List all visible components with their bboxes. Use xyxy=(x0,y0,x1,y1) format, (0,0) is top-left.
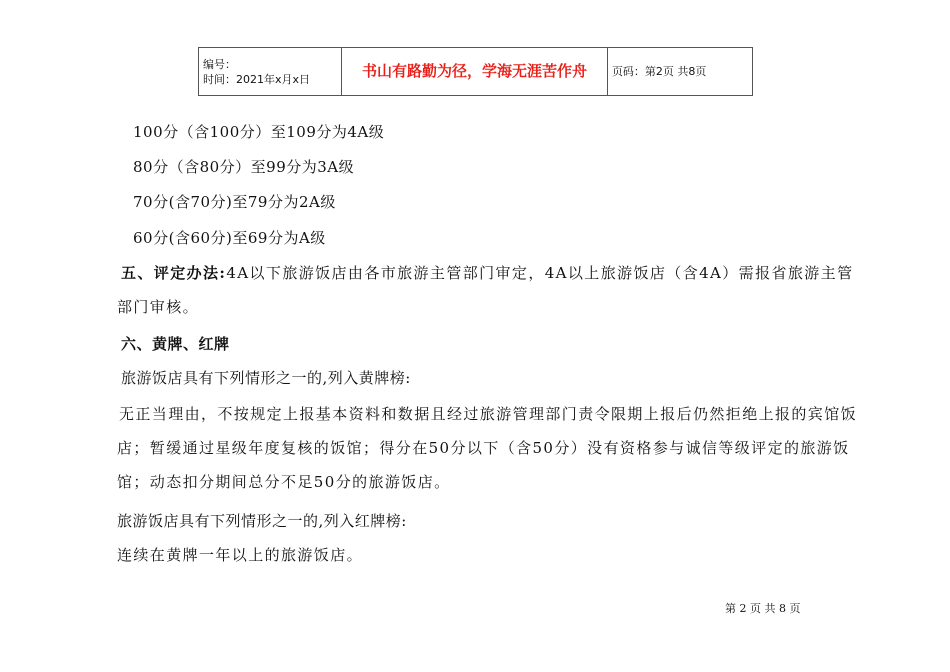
red-list-intro: 旅游饭店具有下列情形之一的,列入红牌榜: xyxy=(117,512,407,530)
red-list-text: 连续在黄牌一年以上的旅游饭店。 xyxy=(117,546,364,564)
header-page-label: 页码：第2页 共8页 xyxy=(611,65,707,78)
section5-text: 4A以下旅游饭店由各市旅游主管部门审定，4A以上旅游饭店（含4A）需报省旅游主管部门审核。 xyxy=(117,264,854,316)
document-time-label: 时间：2021年x月x日 xyxy=(203,72,311,86)
yellow-list-intro: 旅游饭店具有下列情形之一的,列入黄牌榜: xyxy=(121,369,411,387)
section5-heading: 五、评定办法: xyxy=(121,264,227,282)
page-footer: 第 2 页 共 8 页 xyxy=(725,602,801,615)
grade-line-a: 60分(含60分)至69分为A级 xyxy=(133,229,326,247)
section5-paragraph xyxy=(117,256,869,324)
document-header xyxy=(198,47,753,96)
header-page-cell xyxy=(607,48,752,96)
header-motto: 书山有路勤为径，学海无涯苦作舟 xyxy=(361,61,587,80)
grade-line-2a: 70分(含70分)至79分为2A级 xyxy=(133,193,336,211)
section6-heading: 六、黄牌、红牌 xyxy=(121,335,230,353)
grade-line-4a: 100分（含100分）至109分为4A级 xyxy=(133,123,385,141)
header-motto-cell xyxy=(342,48,608,96)
grade-line-3a: 80分（含80分）至99分为3A级 xyxy=(133,158,355,176)
yellow-list-text: 无正当理由，不按规定上报基本资料和数据且经过旅游管理部门责令限期上报后仍然拒绝上报的宾馆饭店；暂缓通过星级年度复核的饭馆；得分在50分以下（含50分）没有资格参与诚信等级评定的旅游饭馆；动态扣分期间总分不足50分的旅游饭店。 xyxy=(117,405,858,491)
document-number-label: 编号： xyxy=(203,57,236,71)
header-meta-cell xyxy=(199,48,342,96)
